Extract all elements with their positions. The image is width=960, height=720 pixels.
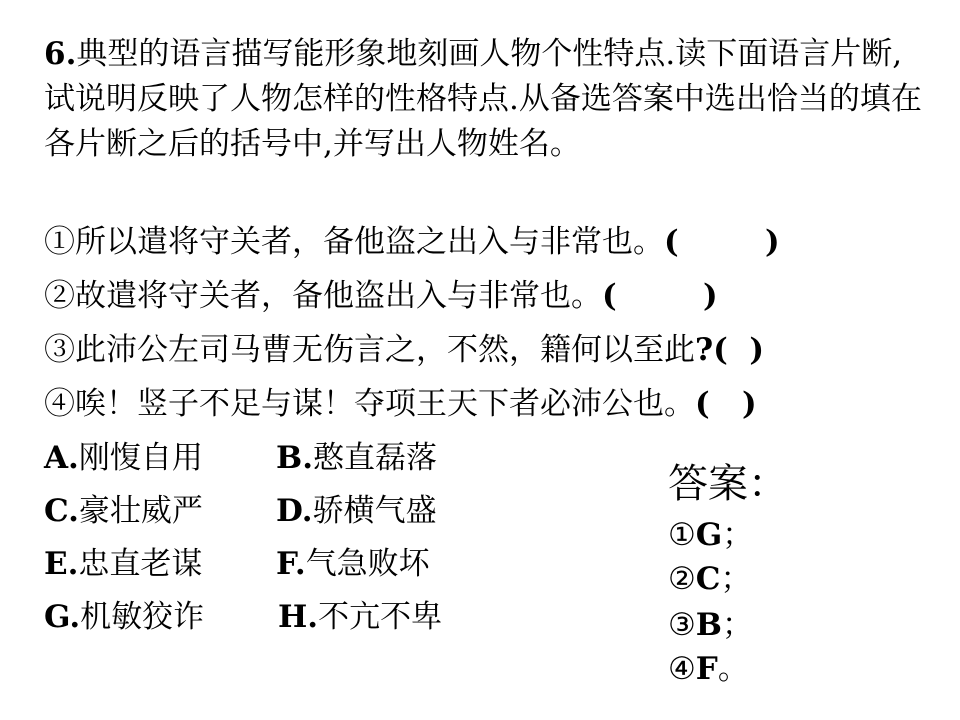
option-text: 气急败坏 (305, 546, 430, 582)
answer-num: ③ (668, 607, 696, 643)
answer-num: ④ (668, 651, 696, 687)
answer-num: ② (668, 561, 696, 597)
option-c (44, 489, 203, 534)
answer-2 (668, 558, 751, 600)
option-letter: F. (276, 546, 306, 582)
option-d (276, 489, 437, 534)
option-letter: D. (276, 493, 313, 529)
answer-letter: G (695, 517, 723, 553)
answer-blank: ( ) (602, 278, 718, 314)
answer-num: ① (668, 517, 696, 553)
option-letter: H. (278, 599, 319, 635)
answers-title: 答案： (668, 461, 788, 507)
option-letter: B. (276, 440, 313, 476)
answer-end: ； (722, 607, 753, 643)
option-g (44, 595, 204, 640)
option-letter: C. (44, 493, 79, 529)
answer-4 (668, 648, 749, 690)
fragment-1 (44, 220, 780, 265)
option-text: 刚愎自用 (78, 440, 203, 476)
option-text: 忠直老谋 (78, 546, 203, 582)
option-h (278, 595, 442, 640)
option-text: 不亢不卑 (318, 599, 443, 635)
answer-1 (668, 514, 753, 556)
option-a (44, 436, 203, 481)
answer-letter: B (695, 607, 722, 643)
answer-end: 。 (717, 651, 749, 687)
answer-3 (668, 604, 753, 646)
option-e (44, 542, 202, 587)
fragment-3 (44, 328, 764, 373)
answer-letter: C (695, 561, 721, 597)
option-text: 豪壮威严 (78, 493, 203, 529)
option-f (276, 542, 430, 587)
answer-letter: F (695, 651, 718, 687)
question-number: 6. (44, 36, 77, 72)
answer-blank: ?( ) (695, 332, 765, 368)
option-text: 憨直磊落 (313, 440, 437, 476)
answer-blank: ( ) (695, 386, 757, 422)
question-intro (44, 32, 924, 167)
answer-end: ； (722, 517, 754, 553)
option-b (276, 436, 437, 481)
answer-blank: ( ) (664, 224, 780, 260)
fragment-text: ①所以遣将守关者，备他盗之出入与非常也。 (44, 224, 664, 260)
question-text: 典型的语言描写能形象地刻画人物个性特点.读下面语言片断, 试说明反映了人物怎样的性格特点.从备选答案中选出恰当的填在各片断之后的括号中,并写出人物姓名。 (44, 36, 922, 162)
fragment-text: ③此沛公左司马曹无伤言之，不然，籍何以至此 (44, 332, 695, 368)
answer-end: ； (720, 561, 752, 597)
option-letter: E. (44, 546, 79, 582)
fragment-4 (44, 382, 757, 427)
fragment-text: ②故遣将守关者，备他盗出入与非常也。 (44, 278, 602, 314)
fragment-2 (44, 274, 718, 319)
option-letter: G. (44, 599, 81, 635)
option-text: 骄横气盛 (312, 493, 437, 529)
option-letter: A. (44, 440, 79, 476)
fragment-text: ④唉！竖子不足与谋！夺项王天下者必沛公也。 (44, 386, 695, 422)
option-text: 机敏狡诈 (80, 599, 205, 635)
